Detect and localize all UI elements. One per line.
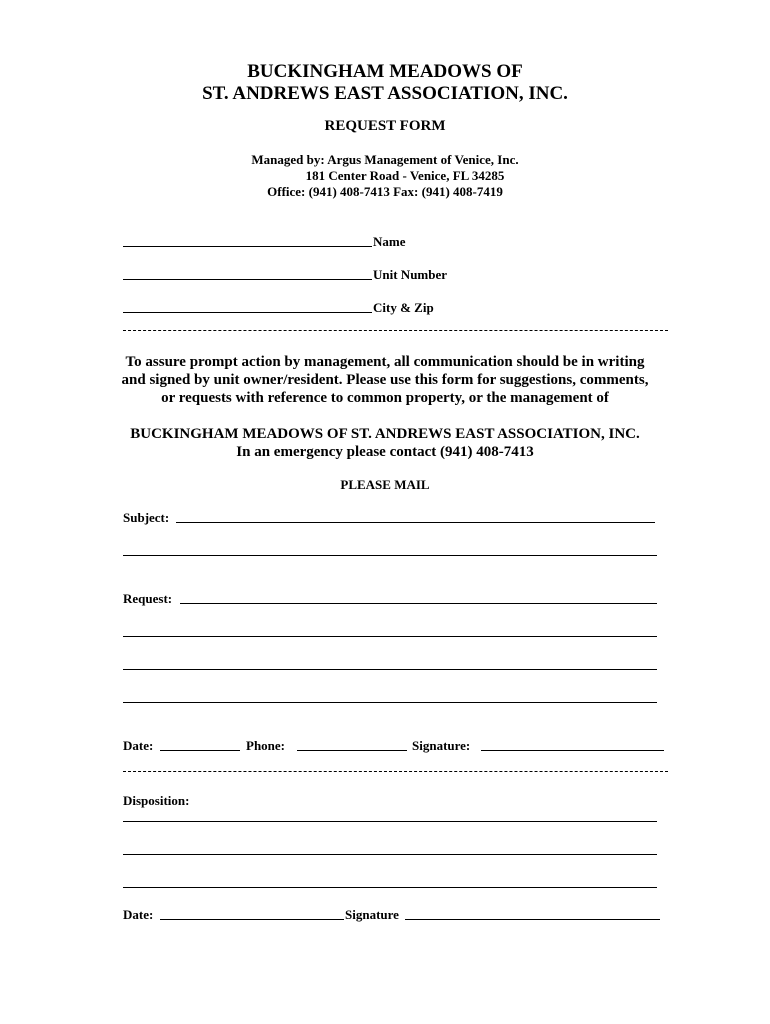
date-line[interactable] [160, 750, 240, 751]
instructions-line1: To assure prompt action by management, all communication should be in writing [125, 354, 645, 370]
association-title-line2: ST. ANDREWS EAST ASSOCIATION, INC. [202, 83, 568, 104]
section-divider-2 [123, 771, 668, 772]
please-mail: PLEASE MAIL [340, 477, 430, 492]
instructions-line2: and signed by unit owner/resident. Please use this form for suggestions, comments, [121, 372, 649, 388]
request-line-3[interactable] [123, 669, 657, 670]
instructions-line3: or requests with reference to common property, or the management of [161, 390, 609, 406]
signature-label: Signature: [412, 738, 471, 753]
disposition-line-2[interactable] [123, 854, 657, 855]
request-line-2[interactable] [123, 636, 657, 637]
managed-by: Managed by: Argus Management of Venice, Inc. [251, 152, 519, 167]
phone-label: Phone: [246, 738, 285, 753]
request-line[interactable] [180, 603, 657, 604]
request-label: Request: [123, 591, 173, 606]
subject-line-2[interactable] [123, 555, 657, 556]
disposition-line-3[interactable] [123, 887, 657, 888]
disposition-label: Disposition: [123, 793, 190, 808]
unit-number-line[interactable] [123, 279, 372, 280]
disposition-line-1[interactable] [123, 821, 657, 822]
emergency-contact: In an emergency please contact (941) 408-7413 [236, 444, 534, 460]
management-address: 181 Center Road - Venice, FL 34285 [305, 168, 505, 183]
section-divider [123, 330, 668, 331]
association-name: BUCKINGHAM MEADOWS OF ST. ANDREWS EAST ASSOCIATION, INC. [130, 426, 640, 442]
phone-line[interactable] [297, 750, 407, 751]
association-title-line1: BUCKINGHAM MEADOWS OF [247, 61, 523, 82]
form-title: REQUEST FORM [324, 118, 446, 134]
request-line-4[interactable] [123, 702, 657, 703]
signature-line[interactable] [481, 750, 664, 751]
disposition-date-line[interactable] [160, 919, 344, 920]
subject-line[interactable] [176, 522, 655, 523]
subject-label: Subject: [123, 510, 170, 525]
name-line[interactable] [123, 246, 372, 247]
disposition-date-label: Date: [123, 907, 154, 922]
disposition-signature-label: Signature [345, 907, 399, 922]
date-label: Date: [123, 738, 154, 753]
disposition-signature-line[interactable] [405, 919, 660, 920]
city-zip-line[interactable] [123, 312, 372, 313]
management-contact: Office: (941) 408-7413 Fax: (941) 408-7419 [267, 184, 503, 199]
city-zip-label: City & Zip [373, 300, 434, 315]
name-label: Name [373, 234, 406, 249]
unit-number-label: Unit Number [373, 267, 448, 282]
